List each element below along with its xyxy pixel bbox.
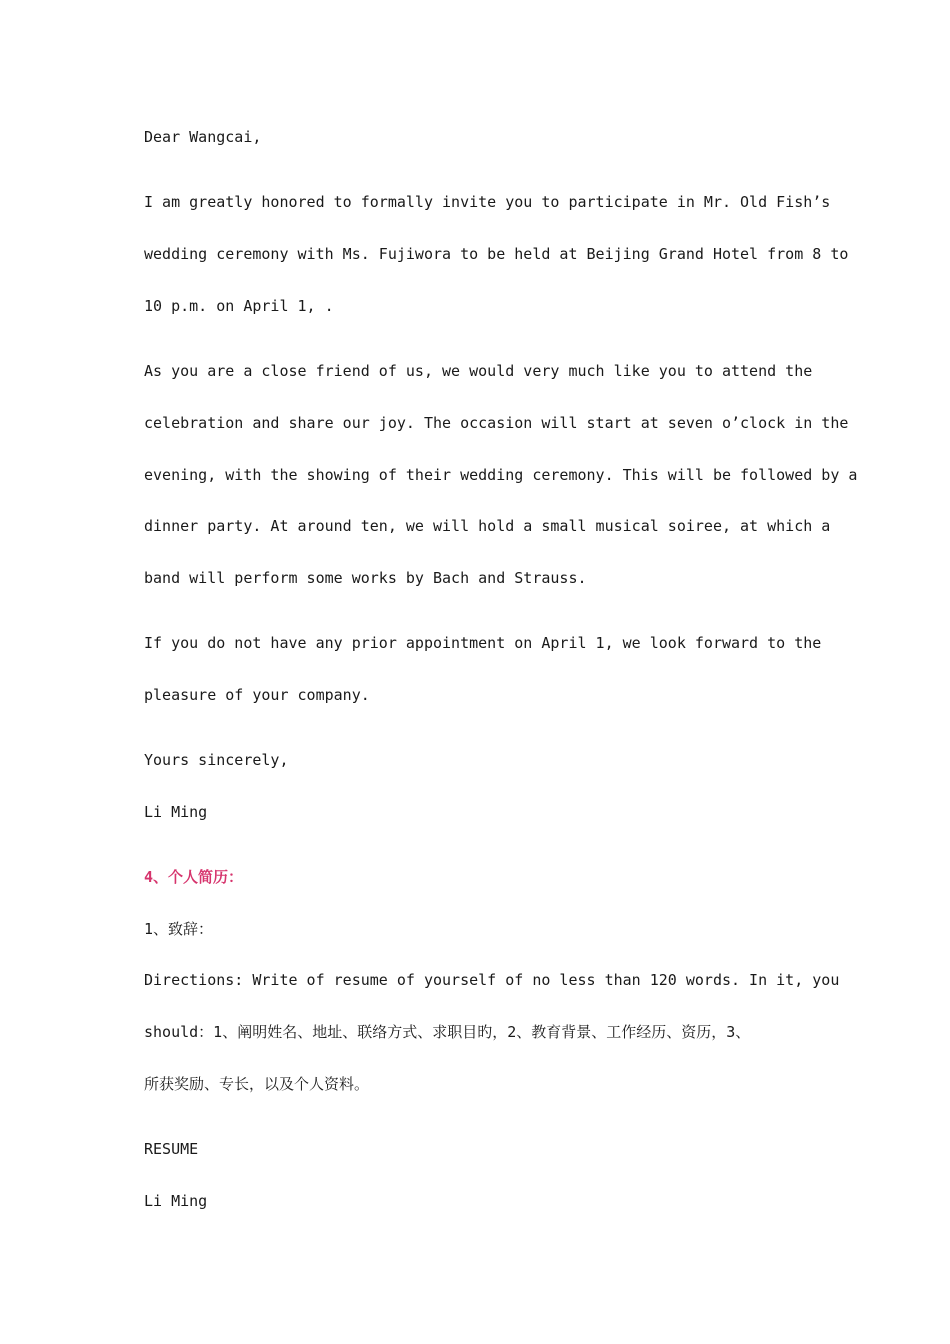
letter-paragraph-1-line-3: 10 p.m. on April 1, . xyxy=(144,297,334,315)
letter-paragraph-3-line-2: pleasure of your company. xyxy=(144,686,370,704)
letter-paragraph-2-line-4: dinner party. At around ten, we will hold a small musical soiree, at which a xyxy=(144,517,831,535)
letter-paragraph-2-line-3: evening, with the showing of their wedding ceremony. This will be followed by a xyxy=(144,466,858,484)
resume-title: RESUME xyxy=(144,1140,199,1158)
letter-paragraph-2-line-5: band will perform some works by Bach and Strauss. xyxy=(144,569,587,587)
directions-line-3: 所获奖励、专长，以及个人资料。 xyxy=(144,1075,370,1093)
letter-paragraph-1-line-2: wedding ceremony with Ms. Fujiwora to be held at Beijing Grand Hotel from 8 to xyxy=(144,245,849,263)
letter-signature: Li Ming xyxy=(144,803,208,821)
section-sub-heading: 1、致辞： xyxy=(144,920,214,938)
letter-closing: Yours sincerely, xyxy=(144,751,289,769)
letter-paragraph-2-line-2: celebration and share our joy. The occasion will start at seven o’clock in the xyxy=(144,414,849,432)
letter-paragraph-3-line-1: If you do not have any prior appointment on April 1, we look forward to the xyxy=(144,634,822,652)
section-heading: 4、个人简历： xyxy=(144,868,244,886)
letter-salutation: Dear Wangcai, xyxy=(144,128,262,146)
directions-line-1: Directions: Write of resume of yourself of no less than 120 words. In it, you xyxy=(144,971,840,989)
directions-line-2: should：1、阐明姓名、地址、联络方式、求职目旳，2、教育背景、工作经历、资历，3、 xyxy=(144,1023,751,1041)
letter-paragraph-1-line-1: I am greatly honored to formally invite you to participate in Mr. Old Fish’s xyxy=(144,193,831,211)
letter-paragraph-2-line-1: As you are a close friend of us, we would very much like you to attend the xyxy=(144,362,813,380)
resume-name: Li Ming xyxy=(144,1192,208,1210)
